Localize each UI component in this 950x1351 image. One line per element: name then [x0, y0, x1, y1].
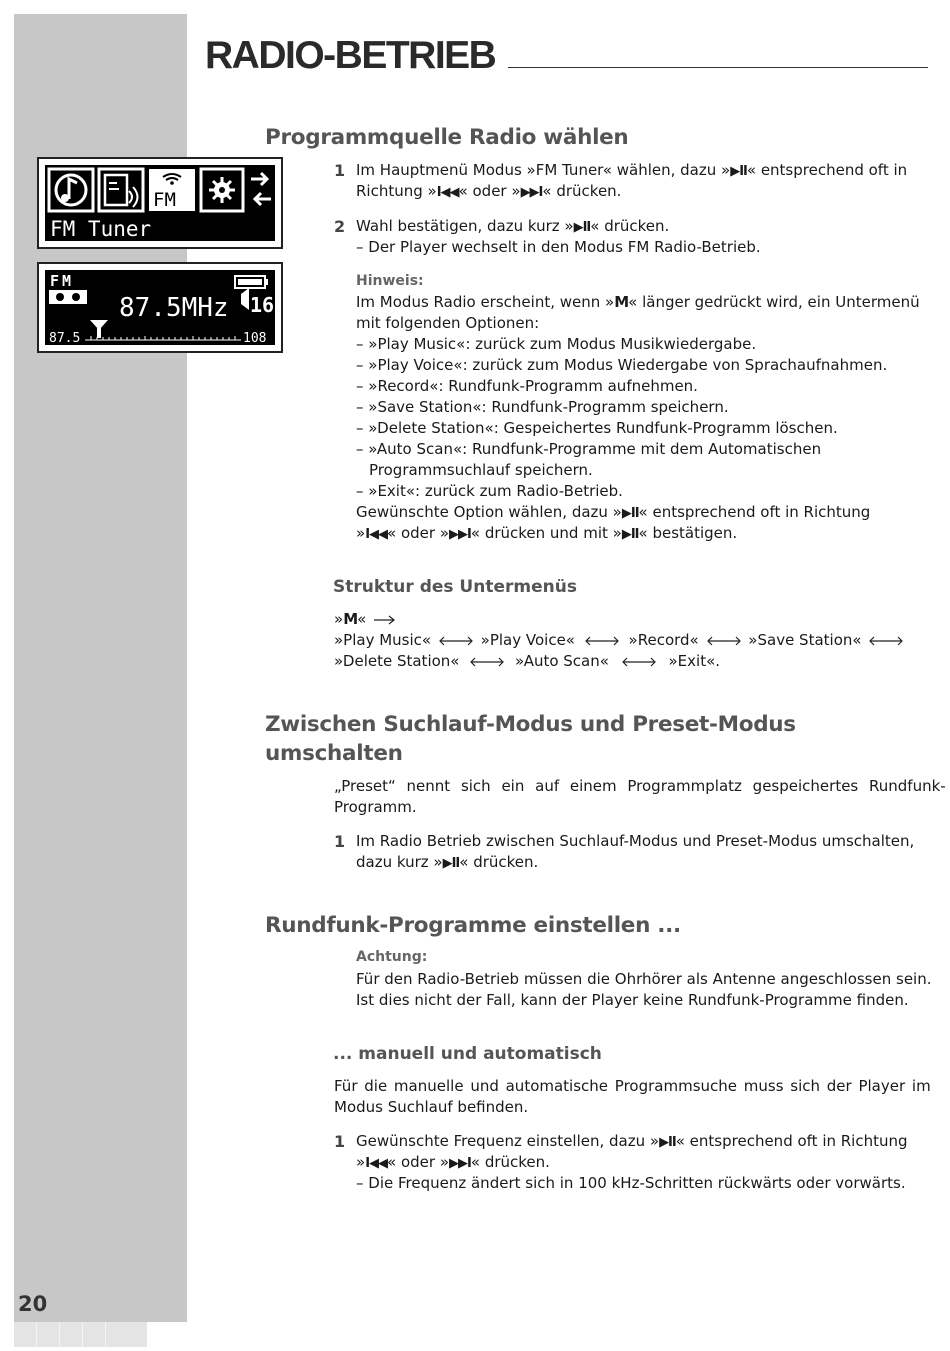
heading-submenu: Struktur des Untermenüs	[333, 577, 577, 597]
warning-line2: Ist dies nicht der Fall, kann der Player keine Rundfunk-Programme finden.	[356, 991, 909, 1009]
frequency-scale	[85, 336, 241, 340]
heading-rundfunk-einstellen: Rundfunk-Programme einstellen ...	[265, 913, 681, 938]
step1-line1: Im Hauptmenü Modus »FM Tuner« wählen, dazu »▶II« entsprechend oft in	[356, 161, 908, 179]
double-arrow-icon	[704, 630, 744, 651]
play-pause-symbol: ▶II	[573, 220, 591, 235]
m-key-symbol: M	[614, 293, 629, 311]
submenu-row2: »Delete Station« »Auto Scan« »Exit«.	[334, 652, 721, 670]
m-key-symbol: M	[343, 610, 358, 628]
footer-strip	[14, 1322, 147, 1347]
skip-forward-symbol: ▶▶I	[449, 527, 471, 542]
manual-step1-line3: – Die Frequenz ändert sich in 100 kHz-Schritten rückwärts oder vorwärts.	[356, 1174, 906, 1192]
step-number: 1	[334, 161, 346, 180]
lcd-scale-max: 108	[243, 331, 267, 345]
submenu-m-line: »M«	[334, 609, 399, 630]
option-item: – »Play Music«: zurück zum Modus Musikwiedergabe.	[356, 335, 757, 353]
play-pause-symbol: ▶II	[442, 856, 460, 871]
play-pause-symbol: ▶II	[621, 527, 639, 542]
manual-step1-line2: »I◀◀« oder »▶▶I« drücken.	[356, 1153, 550, 1171]
right-arrow-icon	[371, 609, 399, 630]
settings-gear-icon	[201, 169, 243, 211]
lcd-preset: 16	[250, 293, 275, 317]
skip-back-symbol: I◀◀	[365, 1156, 388, 1171]
tuner-needle-icon	[90, 320, 108, 338]
page-title: RADIO-BETRIEB	[205, 34, 496, 77]
battery-icon	[235, 276, 268, 288]
lcd-frequency: 87.5MHz	[119, 293, 229, 323]
tape-icon	[49, 290, 87, 304]
skip-forward-symbol: ▶▶I	[449, 1156, 471, 1171]
step-number: 1	[334, 1132, 346, 1151]
double-arrow-icon	[436, 630, 476, 651]
manual-step1-line1: Gewünschte Frequenz einstellen, dazu »▶II« entsprechend oft in Richtung	[356, 1132, 908, 1150]
lcd-radio-display	[37, 262, 283, 353]
option-item: – »Delete Station«: Gespeichertes Rundfunk-Programm löschen.	[356, 419, 838, 437]
title-rule	[508, 67, 928, 68]
submenu-row1: »Play Music« »Play Voice« »Record« »Save Station«	[334, 630, 906, 651]
warning-label: Achtung:	[356, 949, 428, 965]
page-number: 20	[18, 1292, 48, 1316]
heading-suchlauf-preset: Zwischen Suchlauf-Modus und Preset-Modus umschalten	[265, 712, 796, 766]
skip-forward-symbol: ▶▶I	[520, 185, 543, 200]
skip-back-symbol: I◀◀	[365, 527, 388, 542]
double-arrow-icon	[614, 651, 664, 672]
step2-line2: – Der Player wechselt in den Modus FM Radio-Betrieb.	[356, 238, 761, 256]
option-item: – »Exit«: zurück zum Radio-Betrieb.	[356, 482, 623, 500]
step-number: 1	[334, 832, 346, 851]
radio-display	[45, 270, 275, 345]
option-item: – »Record«: Rundfunk-Programm aufnehmen.	[356, 377, 698, 395]
preset-intro-line1: „Preset“ nennt sich ein auf einem Programmplatz gespeichertes Rundfunk-	[334, 777, 946, 795]
note-label: Hinweis:	[356, 273, 424, 289]
fm-radio-icon	[149, 169, 195, 211]
heading-manuell-automatisch: ... manuell und automatisch	[333, 1044, 602, 1064]
note-line2: mit folgenden Optionen:	[356, 314, 540, 332]
double-arrow-icon	[464, 651, 510, 672]
play-pause-symbol: ▶II	[730, 164, 747, 179]
manual-intro-line2: Modus Suchlauf befinden.	[334, 1098, 529, 1116]
lcd-scale-min: 87.5	[49, 331, 81, 345]
note-line1: Im Modus Radio erscheint, wenn »M« länger gedrückt wird, ein Untermenü	[356, 293, 920, 311]
play-pause-symbol: ▶II	[621, 506, 639, 521]
choose-line2: »I◀◀« oder »▶▶I« drücken und mit »▶II« bestätigen.	[356, 524, 738, 542]
voice-record-icon	[99, 169, 143, 211]
option-item: Programmsuchlauf speichern.	[369, 461, 593, 479]
double-arrow-icon	[580, 630, 624, 651]
step-number: 2	[334, 217, 346, 236]
step1-line2: Richtung »I◀◀« oder »▶▶I« drücken.	[356, 182, 622, 200]
choose-line1: Gewünschte Option wählen, dazu »▶II« entsprechend oft in Richtung	[356, 503, 871, 521]
lcd-mode-text: FM	[50, 272, 75, 290]
lcd-fm-tuner-label: FM Tuner	[50, 217, 152, 241]
warning-line1: Für den Radio-Betrieb müssen die Ohrhörer als Antenne angeschlossen sein.	[356, 970, 932, 988]
menu-icons	[45, 165, 275, 241]
option-item: – »Save Station«: Rundfunk-Programm speichern.	[356, 398, 729, 416]
option-item: – »Play Voice«: zurück zum Modus Wiedergabe von Sprachaufnahmen.	[356, 356, 888, 374]
speaker-icon	[241, 288, 249, 310]
manual-intro-line1: Für die manuelle und automatische Programmsuche muss sich der Player im	[334, 1077, 931, 1095]
preset-step1-line2: dazu kurz »▶II« drücken.	[356, 853, 539, 871]
step2-line1: Wahl bestätigen, dazu kurz »▶II« drücken.	[356, 217, 670, 235]
heading-programmquelle: Programmquelle Radio wählen	[265, 125, 629, 150]
option-item: – »Auto Scan«: Rundfunk-Programme mit dem Automatischen	[356, 440, 822, 458]
play-pause-symbol: ▶II	[659, 1135, 676, 1150]
preset-step1-line1: Im Radio Betrieb zwischen Suchlauf-Modus und Preset-Modus umschalten,	[356, 832, 915, 850]
double-arrow-icon	[866, 630, 906, 651]
preset-intro-line2: Programm.	[334, 798, 417, 816]
skip-back-symbol: I◀◀	[436, 185, 459, 200]
music-note-icon	[49, 169, 93, 211]
svg-text:FM: FM	[153, 189, 176, 211]
swap-arrows-icon	[251, 173, 271, 205]
lcd-main-menu	[37, 157, 283, 249]
